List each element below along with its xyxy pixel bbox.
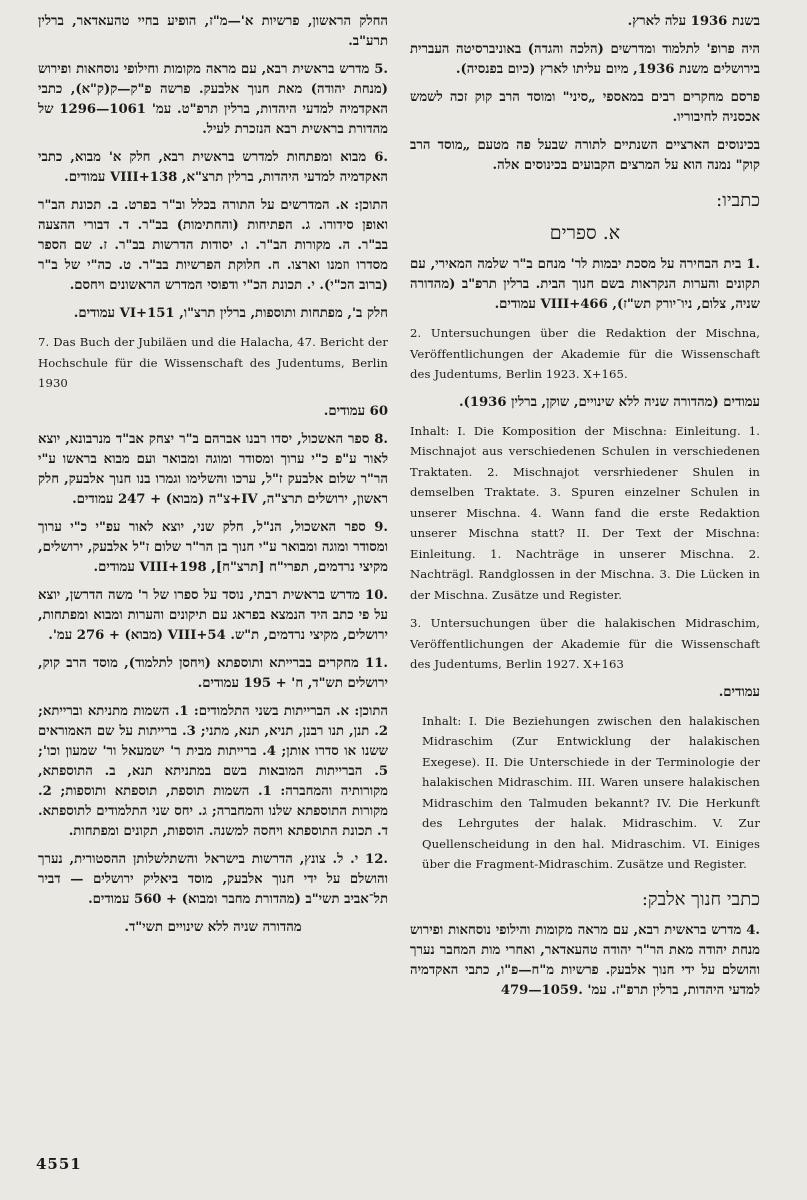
bibliography-item-3-note: עמודים. xyxy=(718,684,760,700)
bibliography-item-11-contents: התוכן: א. הברייתות בשני התלמודים: 1. השמות מתניתא וברייתא; 2. תנן, תנו רבנן, תניא, תנא, מתני; 3. ברייתות על שם האמוראים ששנו או סדרו אותן; 4. ברייתות מבית ר' ישמעאל ור' שמעון וכו'; 5. הברייתות המובאות בשם במתניתא תנא, ב. התוספתא, מקורותיה והמחברה: 1. השמות תוספת, תוספתא ותוספות; 2. מקורות התוספתא שלנו והמחברה; ג. יחס שני התלמודים לתוספתא. ד. תכונת התוספתא ויחסה למשנה. הוספות, תקונים ומפתחות. xyxy=(38,703,389,839)
bibliography-item-12: .12 י. ל. צונץ, הדרשות בישראל והשתלשלותן ההסטורית, נערך והושלם על ידי חנוך אלבעק, מוסד ביאליק ירושלים — דביר תל־אביב תשי"ב (מהדורת מחבר ומבוא) + 560 עמודים. xyxy=(38,851,388,907)
bibliography-item-3-title: 3. Untersuchungen über die halakischen Midraschim, Veröffentlichungen der Akademie für die Wissenschaft des Judentums, Berlin 1927. X+163 xyxy=(410,616,760,671)
bibliography-item-2-title: 2. Untersuchungen über die Redaktion der Mischna, Veröffentlichungen der Akademie für die Wissenschaft des Judentums, Berlin 1923. X+165. xyxy=(410,326,760,381)
page-number: 4551 xyxy=(36,1155,82,1173)
bibliography-item-4-continued: החלק הראשון, פרשיות א'—מ"ז, הופיע בחיי טהעאדאר, ברלין תרע"ב. xyxy=(38,14,388,49)
bio-paragraph-2: היה פרופ' לתלמוד ומדרשים (הלכה והגדה) באוניברסיטה העברית בירושלים משנת 1936, מיום עליתו לארץ (כיום בפנסיה). xyxy=(410,42,760,77)
bibliography-item-7-pages: 60 עמודים. xyxy=(323,403,388,419)
bibliography-item-7-title: 7. Das Buch der Jubiläen und die Halacha, 47. Bericht der Hochschule für die Wissenschaft des Judentums, Berlin 1930 xyxy=(38,335,388,390)
bibliography-item-3-contents: Inhalt: I. Die Beziehungen zwischen den halakischen Midraschim (Zur Entwicklung der halakischen Exegese). II. Die Unterschiede in der Terminologie der halakischen Midraschim. III. Waren unsere halakischen Midraschim den Talmuden bekannt? IV. Die Herkunft des Lehrgutes der halak. Midraschim. V. Zur Quellenscheidung in den hal. Midraschim. VI. Einiges über die Fragment-Midraschim. Zusätze und Register. xyxy=(422,713,760,871)
left-column xyxy=(38,12,388,946)
bibliography-item-6-contents: התוכן: א. המדרשים על התורה בכלל וב"ר בפרט. ב. תכונת הב"ר ואופן סידורו. ג. הפתיחות (והחתימות) בב"ר. ד. דבורי ההצעה בב"ר. ה. מקורות הב"ר. ו. יסודות הדרשות בב"ר. ז. שם הספר מסדרו וזמנו וארצו. ח. חלוקת הפרשיות בב"ר. ט. כה"י של ב"ר (ברוב הכ"י). י. תכונת הכ"י ודפוסי המדרש הראשונים ויחסם. xyxy=(38,198,388,293)
bibliography-item-4: .4 מדרש בראשית רבא, עם מראה מקומות והילופי נוסחאות ופירוש מנחת יהודה מאת הר"ר יהודה טהעאדאר, ואחרי מות המחבר נערך והושלם על ידי חנוך אלבעק. פרשיות מ"ח—פ"ו, כתבי האקדמיה למדעי היהדות, ברלין תרפ"ז. עמ' .1059—479 xyxy=(410,922,760,998)
bibliography-item-1: .1 בית הבחירה על מסכת יבמות לר' מנחם ב"ר שלמה המאירי, עם תקונים והערות הנקראות בשם חנוך הבית. ברלין תרפ"ב (מהדורה שניה, צלום, ניו־יורק תש"ז), VIII+466 עמודים. xyxy=(410,257,760,312)
right-column xyxy=(410,12,760,1009)
writings-heading: כתביו: xyxy=(716,190,760,211)
bio-paragraph-1: בשנת 1936 עלה לארץ. xyxy=(627,14,760,29)
bibliography-item-9: .9 ספר האשכול, הנ"ל, חלק שני, יוצא לאור עפ"י כ"י ערוך ומסודר ומוגה ומבואר ע"י חנוך בן הר"ר שלום ז"ל אלבעק, ירושלים, מקיצי נרדמים, תפרי"ח [תרצ"ח], VIII+198 עמודים. xyxy=(38,519,388,575)
bibliography-item-12-note: מהדורה שניה ללא שינויים תשי"ד. xyxy=(124,919,302,935)
bibliography-item-6: .6 מבוא ומפתחות למדרש בראשית רבא, חלק א' מבוא, כתבי האקדמיה למדעי היהדות, ברלין תרצ"א, VIII+138 עמודים. xyxy=(38,150,388,185)
bibliography-item-10: .10 מדרש בראשית רבתי, נוסד על ספרו של ר' משה הדרשן, יוצא על פי כתב היד הנמצא בפראג עם תיקונים והערות ומבוא ומפתחות, ירושלים, מקיצי נרדמים, ת"ש. VIII+54 (מבוא) + 276 עמ'. xyxy=(38,587,388,643)
albeck-writings-heading: כתבי חנוך אלבק: xyxy=(641,888,760,910)
bio-paragraph-4: בכינוסים הארציים השנתיים לתורה שבעל פה מטעם „מוסד הרב קוק" נמנה הוא על המרצים הקבועים בכינוסים אלה. xyxy=(410,138,760,173)
bibliography-item-2-note: עמודים (מהדורה שניה ללא שינויים, שוקן, ברלין 1936). xyxy=(458,394,760,410)
bio-paragraph-3: פרסם מחקרים רבים במאספי „סיני" ומוסד הרב קוק זכה לשמש אכסניה לחיבוריו. xyxy=(410,90,760,125)
bibliography-item-11: .11 מחקרים בברייתא ותוספתא (ויחסן לתלמוד), מוסד הרב קוק, ירושלים תש"ד, ח' + 195 עמודים. xyxy=(38,655,388,691)
bibliography-item-5: .5 מדרש בראשית רבא, עם מראה מקומות וחילופי נוסחאות ופירוש (מנחת יהודה) מאת חנוך אלבעק. פרשה פ"ק—ק(ק"א), כתבי האקדמיה למדעי היהדות, ברלין תרפ"ט. עמ' 1061—1296 של מהדורת בראשית רבא הנזכרת לעיל. xyxy=(38,62,388,137)
bibliography-item-6-part-2: חלק ב', מפתחות ותוספות, ברלין תרצ"ו, VI+151 עמודים. xyxy=(73,306,388,321)
bibliography-item-8: .8 ספר האשכול, יסדו רבנו אברהם ב"ר יצחק אב"ד מנרבונא, יוצא לאור ע"פ כ"י ערוך ומסודר ומוגה ומבואר ועם מבוא בראשו ע"י הר"ר שלום אלבעק ז"ל, ערכו והשלימו וגמרו בנו חנוך אלבעק, חלק ראשון, ירושלים תרצ"ה, IV+צ"ה (מבוא) + 247 עמודים. xyxy=(38,431,388,507)
section-books-heading: א. ספרים xyxy=(549,222,621,244)
bibliography-item-2-contents: Inhalt: I. Die Komposition der Mischna: Einleitung. 1. Mischnajot aus verschiedenen Schulen in verschiedenen Traktaten. 2. Mischnajot versrhiedener Shulen in demselben Traktate. 3. Spuren einzelner Schulen in unserer Mischna. 4. Wann fand die erste Redaktion unserer Mischna statt? II. Der Text der Mischna: Einleitung. 1. Nachträge in unserer Mischna. 2. Nachträgl. Randglossen in der Mischna. 3. Die Lücken in der Mischna. Zusätze und Register. xyxy=(410,423,760,602)
